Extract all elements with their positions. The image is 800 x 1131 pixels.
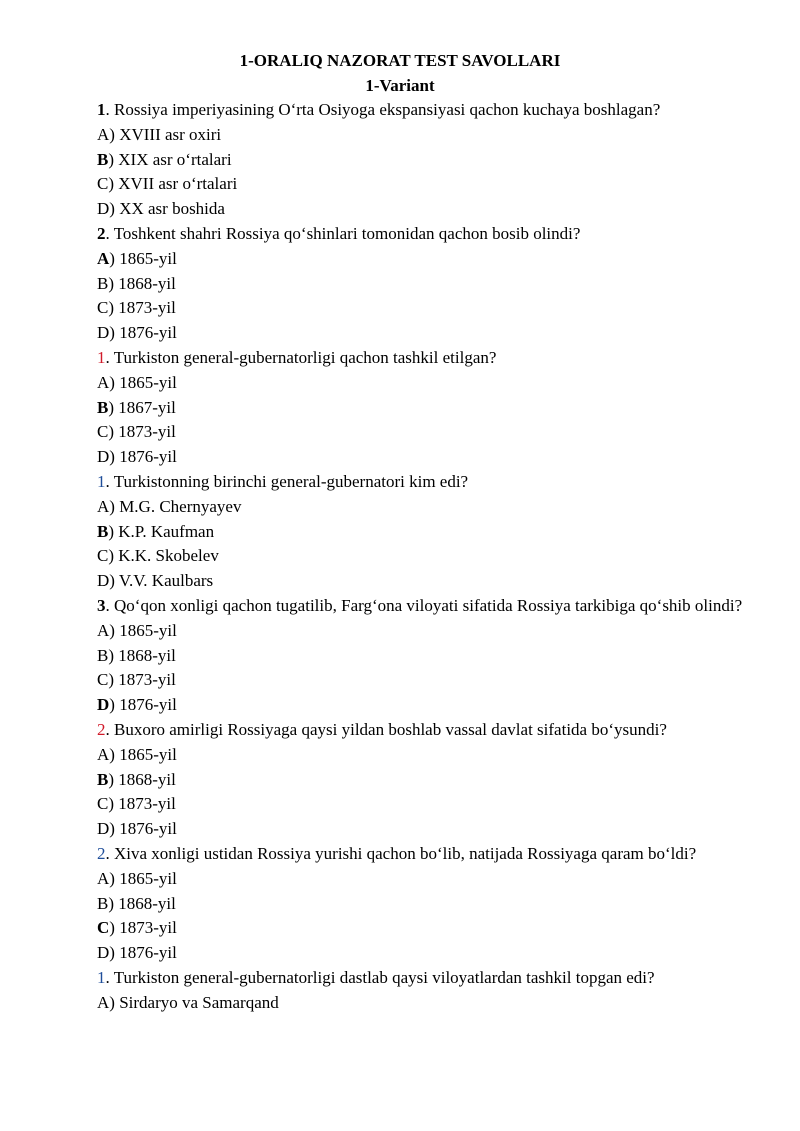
answer-option bbox=[50, 743, 750, 768]
question-number: 2 bbox=[97, 223, 106, 243]
question-text bbox=[50, 346, 750, 371]
option-text: ) 1867-yil bbox=[108, 397, 176, 417]
option-letter: D bbox=[97, 943, 110, 963]
answer-option bbox=[50, 991, 750, 1016]
option-letter: B bbox=[97, 521, 109, 541]
option-letter: D bbox=[97, 447, 110, 467]
option-letter: B bbox=[97, 149, 109, 169]
answer-option bbox=[50, 197, 750, 222]
option-text: ) K.K. Skobelev bbox=[108, 546, 219, 566]
option-text: ) 1876-yil bbox=[109, 943, 177, 963]
answer-option bbox=[50, 916, 750, 941]
answer-option bbox=[50, 520, 750, 545]
option-letter: C bbox=[97, 794, 109, 814]
question-number: 3 bbox=[97, 595, 106, 615]
answer-option bbox=[50, 148, 750, 173]
option-letter: A bbox=[97, 372, 110, 392]
option-text: ) K.P. Kaufman bbox=[108, 521, 215, 541]
question-body: . Turkiston general-gubernatorligi dastlab qaysi viloyatlardan tashkil topgan edi? bbox=[105, 967, 655, 987]
option-text: ) 1865-yil bbox=[109, 248, 177, 268]
option-letter: A bbox=[97, 496, 110, 516]
option-text: ) 1865-yil bbox=[109, 372, 177, 392]
page-title: 1-ORALIQ NAZORAT TEST SAVOLLARI bbox=[239, 51, 561, 70]
option-text: ) Sirdaryo va Samarqand bbox=[109, 992, 279, 1012]
answer-option bbox=[50, 569, 750, 594]
option-text: ) M.G. Chernyayev bbox=[109, 496, 242, 516]
option-letter: A bbox=[97, 992, 110, 1012]
answer-option bbox=[50, 123, 750, 148]
answer-option bbox=[50, 941, 750, 966]
answer-option bbox=[50, 867, 750, 892]
answer-option bbox=[50, 247, 750, 272]
answer-option bbox=[50, 792, 750, 817]
question-body: . Xiva xonligi ustidan Rossiya yurishi qachon bo‘lib, natijada Rossiyaga qaram bo‘ldi? bbox=[105, 843, 697, 863]
option-letter: C bbox=[97, 546, 109, 566]
question-body: . Rossiya imperiyasining O‘rta Osiyoga ekspansiyasi qachon kuchaya boshlagan? bbox=[105, 100, 661, 119]
answer-option bbox=[50, 693, 750, 718]
answer-option bbox=[50, 892, 750, 917]
option-text: ) 1873-yil bbox=[109, 918, 177, 938]
answer-option bbox=[50, 296, 750, 321]
option-text: ) XX asr boshida bbox=[109, 199, 225, 219]
option-text: ) 1876-yil bbox=[109, 323, 177, 343]
answer-option bbox=[50, 668, 750, 693]
option-text: ) XVII asr o‘rtalari bbox=[108, 174, 238, 194]
question-text bbox=[50, 594, 750, 619]
option-text: ) 1876-yil bbox=[109, 447, 177, 467]
question-text bbox=[50, 718, 750, 743]
answer-option bbox=[50, 544, 750, 569]
option-letter: B bbox=[97, 769, 109, 789]
option-letter: D bbox=[97, 323, 110, 343]
option-letter: D bbox=[97, 199, 110, 219]
question-number: 2 bbox=[97, 843, 106, 863]
option-text: ) 1865-yil bbox=[109, 868, 177, 888]
option-letter: C bbox=[97, 918, 110, 938]
option-text: ) XVIII asr oxiri bbox=[109, 124, 222, 144]
answer-option bbox=[50, 172, 750, 197]
question-text bbox=[50, 842, 750, 867]
option-letter: C bbox=[97, 422, 109, 442]
answer-option bbox=[50, 644, 750, 669]
question-body: . Turkiston general-gubernatorligi qachon tashkil etilgan? bbox=[105, 347, 497, 367]
option-text: ) 1876-yil bbox=[109, 819, 177, 839]
answer-option bbox=[50, 768, 750, 793]
option-text: ) V.V. Kaulbars bbox=[109, 571, 214, 591]
option-text: ) 1876-yil bbox=[109, 695, 177, 715]
question-body: . Qo‘qon xonligi qachon tugatilib, Farg‘ona viloyati sifatida Rossiya tarkibiga qo‘shib olindi? bbox=[105, 595, 743, 615]
answer-option bbox=[50, 445, 750, 470]
option-letter: A bbox=[97, 124, 110, 144]
question-text bbox=[50, 966, 750, 991]
option-letter: D bbox=[97, 695, 110, 715]
option-letter: C bbox=[97, 298, 109, 318]
question-number: 1 bbox=[97, 471, 106, 491]
option-letter: C bbox=[97, 174, 109, 194]
option-letter: A bbox=[97, 868, 110, 888]
option-letter: A bbox=[97, 248, 110, 268]
option-text: ) 1868-yil bbox=[108, 769, 176, 789]
question-number: 2 bbox=[97, 719, 106, 739]
question-body: . Toshkent shahri Rossiya qo‘shinlari tomonidan qachon bosib olindi? bbox=[105, 223, 581, 243]
answer-option bbox=[50, 495, 750, 520]
question-body: . Turkistonning birinchi general-gubernatori kim edi? bbox=[105, 471, 469, 491]
question-text bbox=[50, 222, 750, 247]
option-letter: A bbox=[97, 744, 110, 764]
option-letter: B bbox=[97, 397, 109, 417]
option-text: ) 1868-yil bbox=[108, 893, 176, 913]
option-letter: B bbox=[97, 893, 109, 913]
option-text: ) 1873-yil bbox=[108, 794, 176, 814]
answer-option bbox=[50, 321, 750, 346]
option-text: ) 1868-yil bbox=[108, 273, 176, 293]
option-letter: B bbox=[97, 273, 109, 293]
option-letter: C bbox=[97, 670, 109, 690]
variant-subtitle: 1-Variant bbox=[365, 76, 435, 95]
answer-option bbox=[50, 817, 750, 842]
question-number: 1 bbox=[97, 100, 106, 119]
question-number: 1 bbox=[97, 967, 106, 987]
option-text: ) 1873-yil bbox=[108, 670, 176, 690]
answer-option bbox=[50, 619, 750, 644]
option-text: ) 1873-yil bbox=[108, 298, 176, 318]
question-text bbox=[50, 470, 750, 495]
answer-option bbox=[50, 396, 750, 421]
question-list bbox=[50, 98, 750, 1015]
question-text bbox=[50, 98, 750, 123]
option-letter: B bbox=[97, 645, 109, 665]
option-letter: D bbox=[97, 571, 110, 591]
option-letter: A bbox=[97, 620, 110, 640]
option-text: ) XIX asr o‘rtalari bbox=[108, 149, 232, 169]
option-text: ) 1865-yil bbox=[109, 744, 177, 764]
question-body: . Buxoro amirligi Rossiyaga qaysi yildan boshlab vassal davlat sifatida bo‘ysundi? bbox=[105, 719, 667, 739]
option-text: ) 1865-yil bbox=[109, 620, 177, 640]
option-letter: D bbox=[97, 819, 110, 839]
option-text: ) 1868-yil bbox=[108, 645, 176, 665]
question-number: 1 bbox=[97, 347, 106, 367]
answer-option bbox=[50, 371, 750, 396]
answer-option bbox=[50, 272, 750, 297]
answer-option bbox=[50, 420, 750, 445]
option-text: ) 1873-yil bbox=[108, 422, 176, 442]
